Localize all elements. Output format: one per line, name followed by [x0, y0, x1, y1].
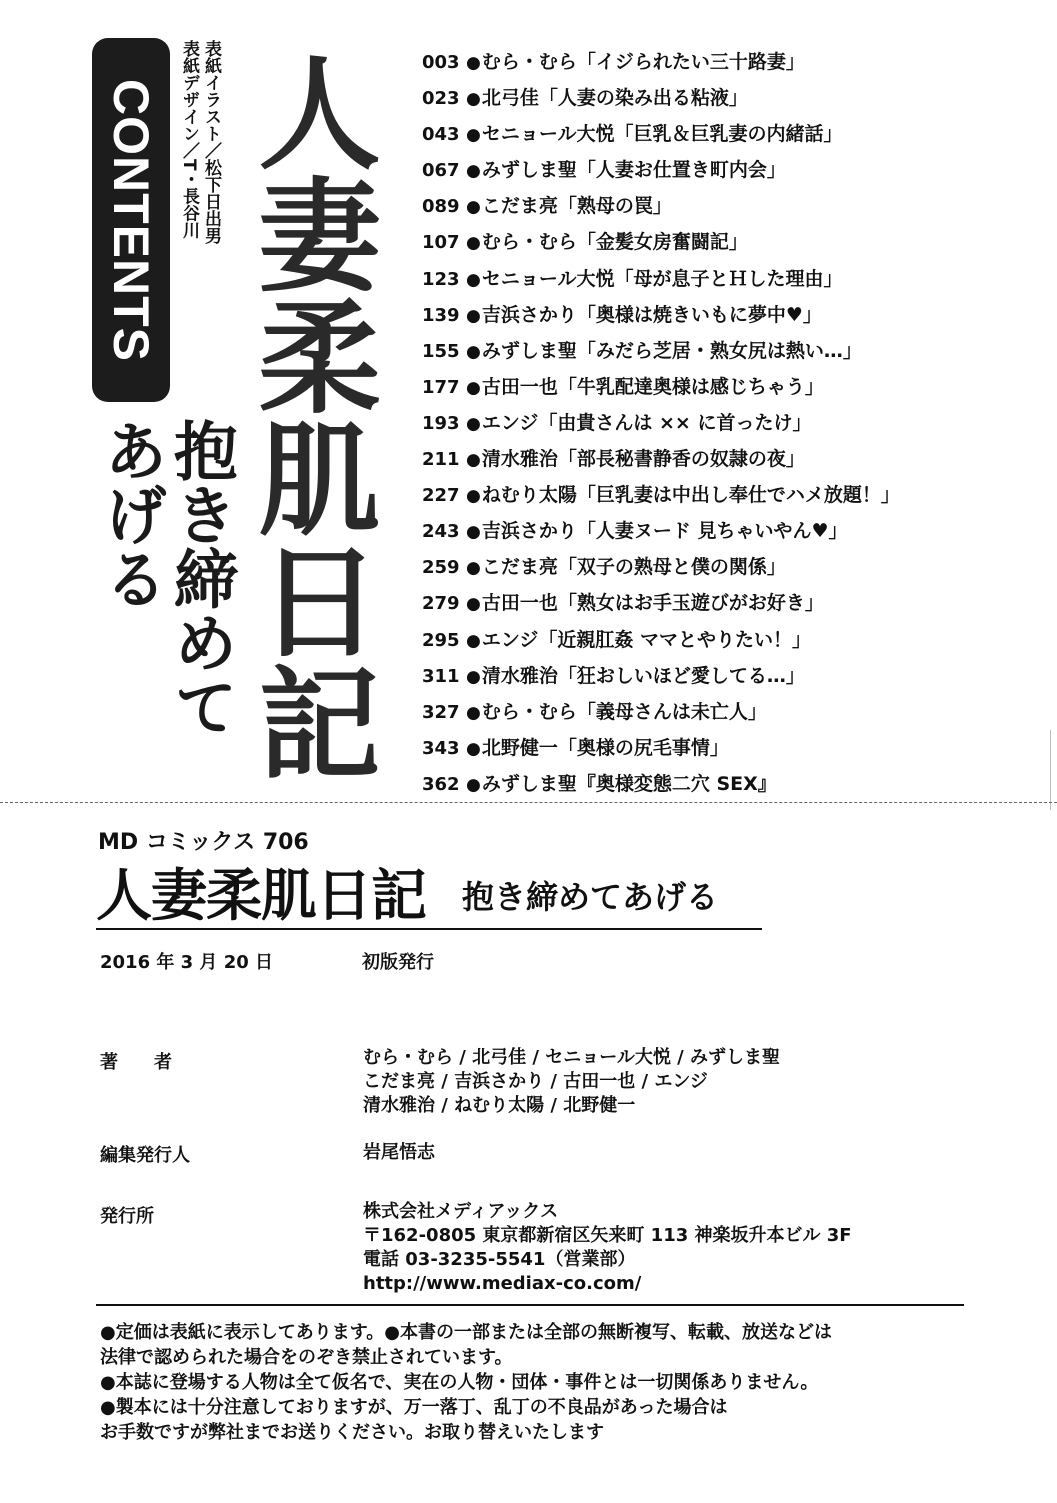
colophon-title: 人妻柔肌日記: [96, 863, 426, 929]
story-author: ねむり太陽: [481, 484, 577, 507]
story-author: 古田一也: [481, 592, 558, 615]
bullet-icon: ●: [466, 774, 481, 795]
bullet-icon: ●: [466, 666, 481, 687]
story-author: みずしま聖: [481, 159, 577, 182]
edition-label: 初版発行: [362, 952, 434, 973]
contents-item: [422, 80, 1037, 116]
contents-item: [422, 297, 1037, 333]
story-author: 吉浜さかり: [481, 520, 577, 543]
note-line: ●本誌に登場する人物は全て仮名で、実在の人物・団体・事件とは一切関係ありません。: [100, 1372, 819, 1393]
story-author: エンジ: [481, 411, 539, 434]
story-author: エンジ: [481, 628, 539, 651]
page-number: 327: [422, 701, 460, 723]
bullet-icon: ●: [466, 522, 481, 543]
story-author: みずしま聖: [481, 339, 577, 362]
story-author: 清水雅治: [481, 664, 558, 687]
page-number: 067: [422, 160, 460, 182]
contents-list: [422, 44, 1037, 802]
notes-rule: [96, 1304, 964, 1306]
contents-item: [422, 224, 1037, 260]
story-author: むら・むら: [481, 700, 577, 723]
page-number: 227: [422, 485, 460, 507]
story-author: こだま亮: [481, 556, 558, 579]
page-number: 243: [422, 521, 460, 543]
contents-item: [422, 188, 1037, 224]
contents-item: [422, 513, 1037, 549]
bullet-icon: ●: [466, 233, 481, 254]
bullet-icon: ●: [466, 89, 481, 110]
story-author: セニョール大悦: [481, 267, 615, 290]
authors-line-3: 清水雅治 / ねむり太陽 / 北野健一: [363, 1095, 636, 1116]
page-number: 155: [422, 340, 460, 362]
note-line: ●定価は表紙に表示してあります。●本書の一部または全部の無断複写、転載、放送などは: [100, 1322, 832, 1343]
story-title: 「人妻の染み出る粘液」: [538, 87, 748, 110]
bullet-icon: ●: [466, 594, 481, 615]
author-label: 著者: [100, 1052, 208, 1073]
contents-item: [422, 730, 1037, 766]
publisher-block: [363, 1200, 852, 1296]
story-title: 「由貴さんは ×× に首ったけ」: [538, 411, 812, 434]
contents-item: [422, 441, 1037, 477]
bullet-icon: ●: [466, 486, 481, 507]
publisher-name: 株式会社メディアックス: [363, 1201, 559, 1222]
story-title: 「人妻お仕置き町内会」: [576, 159, 786, 182]
story-title: 「奥様の尻毛事情」: [557, 736, 729, 759]
page-number: 211: [422, 449, 460, 471]
page-number: 123: [422, 268, 460, 290]
contents-item: [422, 333, 1037, 369]
story-author: むら・むら: [481, 231, 577, 254]
bullet-icon: ●: [466, 413, 481, 434]
story-title: 「金髪女房奮闘記」: [576, 231, 748, 254]
authors-list: [363, 1046, 780, 1118]
story-title: 「みだら芝居・熟女尻は熱い…」: [576, 339, 862, 362]
story-author: 北野健一: [481, 736, 558, 759]
publisher-label: 発行所: [100, 1206, 154, 1227]
story-author: こだま亮: [481, 195, 558, 218]
note-line: お手数ですが弊社までお送りください。お取り替えいたします: [100, 1422, 604, 1443]
contents-item: [422, 694, 1037, 730]
story-title: 「母が息子とＨした理由」: [614, 267, 843, 290]
bullet-icon: ●: [466, 341, 481, 362]
publisher-phone: 電話 03-3235-5541（営業部）: [363, 1249, 636, 1270]
bullet-icon: ●: [466, 269, 481, 290]
bullet-icon: ●: [466, 558, 481, 579]
page-number: 177: [422, 376, 460, 398]
dashed-divider: [0, 802, 1057, 803]
story-title: 「熟女はお手玉遊びがお好き」: [557, 592, 824, 615]
contents-item: [422, 405, 1037, 441]
page-number: 139: [422, 304, 460, 326]
contents-item: [422, 549, 1037, 585]
story-author: みずしま聖: [481, 772, 577, 795]
series-label: MD コミックス 706: [98, 830, 309, 855]
story-title: 『奥様変態二穴 SEX』: [576, 772, 777, 795]
story-title: 「義母さんは未亡人」: [576, 700, 767, 723]
publisher-address: 〒162-0805 東京都新宿区矢来町 113 神楽坂升本ビル 3F: [363, 1225, 852, 1246]
bullet-icon: ●: [466, 702, 481, 723]
bullet-icon: ●: [466, 305, 481, 326]
bullet-icon: ●: [466, 125, 481, 146]
page-number: 362: [422, 773, 460, 795]
page-number: 003: [422, 52, 460, 73]
editor-name: 岩尾悟志: [363, 1142, 435, 1163]
contents-item: [422, 766, 1037, 802]
contents-label: CONTENTS: [103, 78, 159, 362]
release-date: 2016 年 3 月 20 日: [100, 952, 274, 973]
page-number: 043: [422, 124, 460, 146]
story-title: 「狂おしいほど愛してる…」: [557, 664, 805, 687]
credit-illustration: 表紙イラスト／松下日出男: [201, 40, 221, 244]
contents-item: [422, 585, 1037, 621]
bullet-icon: ●: [466, 450, 481, 471]
authors-line-1: むら・むら / 北弓佳 / セニョール大悦 / みずしま聖: [363, 1047, 780, 1068]
editor-label: 編集発行人: [100, 1145, 190, 1166]
story-author: セニョール大悦: [481, 123, 615, 146]
note-line: ●製本には十分注意しておりますが、万一落丁、乱丁の不良品があった場合は: [100, 1397, 728, 1418]
vertical-title: 人妻柔肌日記: [238, 50, 382, 782]
vertical-subtitle: [95, 418, 235, 788]
story-author: 北弓佳: [481, 87, 539, 110]
publisher-url[interactable]: http://www.mediax-co.com/: [363, 1273, 642, 1294]
page-number: 295: [422, 629, 460, 651]
story-author: むら・むら: [481, 51, 577, 73]
subtitle-line-1: 抱き締めて: [163, 418, 237, 738]
title-rule: [96, 928, 762, 930]
page-number: 343: [422, 737, 460, 759]
story-author: 古田一也: [481, 375, 558, 398]
story-title: 「イジられたい三十路妻」: [576, 51, 805, 73]
colophon-subtitle: 抱き締めてあげる: [462, 878, 719, 916]
contents-item: [422, 261, 1037, 297]
story-author: 清水雅治: [481, 448, 558, 471]
bullet-icon: ●: [466, 53, 481, 73]
edge-tick: [1050, 730, 1051, 810]
contents-item: [422, 658, 1037, 694]
bullet-icon: ●: [466, 161, 481, 182]
contents-item: [422, 44, 1037, 80]
story-title: 「人妻ヌード 見ちゃいやん♥」: [576, 520, 848, 543]
page-number: 107: [422, 232, 460, 254]
story-title: 「熟母の罠」: [557, 195, 672, 218]
bullet-icon: ●: [466, 377, 481, 398]
contents-item: [422, 116, 1037, 152]
notes-block: [100, 1320, 832, 1445]
page-number: 089: [422, 196, 460, 218]
page-number: 193: [422, 412, 460, 434]
page-number: 311: [422, 665, 460, 687]
bullet-icon: ●: [466, 197, 481, 218]
page-number: 023: [422, 88, 460, 110]
story-author: 吉浜さかり: [481, 303, 577, 326]
contents-badge: [92, 38, 170, 402]
contents-item: [422, 152, 1037, 188]
contents-item: [422, 477, 1037, 513]
contents-item: [422, 622, 1037, 658]
page-number: 279: [422, 593, 460, 615]
subtitle-line-2: あげる: [93, 418, 167, 610]
credit-design: 表紙デザイン／T・長谷川: [179, 40, 199, 239]
authors-line-2: こだま亮 / 吉浜さかり / 古田一也 / エンジ: [363, 1071, 708, 1092]
note-line: 法律で認められた場合をのぞき禁止されています。: [100, 1347, 513, 1368]
page-number: 259: [422, 557, 460, 579]
bullet-icon: ●: [466, 630, 481, 651]
story-title: 「巨乳妻は中出し奉仕でハメ放題！」: [576, 484, 900, 507]
story-title: 「近親肛姦 ママとやりたい！」: [538, 628, 811, 651]
contents-item: [422, 369, 1037, 405]
story-title: 「双子の熟母と僕の関係」: [557, 556, 786, 579]
story-title: 「部長秘書静香の奴隷の夜」: [557, 448, 805, 471]
bullet-icon: ●: [466, 738, 481, 759]
story-title: 「巨乳＆巨乳妻の内緒話」: [614, 123, 843, 146]
story-title: 「牛乳配達奥様は感じちゃう」: [557, 375, 824, 398]
story-title: 「奥様は焼きいもに夢中♥」: [576, 303, 822, 326]
